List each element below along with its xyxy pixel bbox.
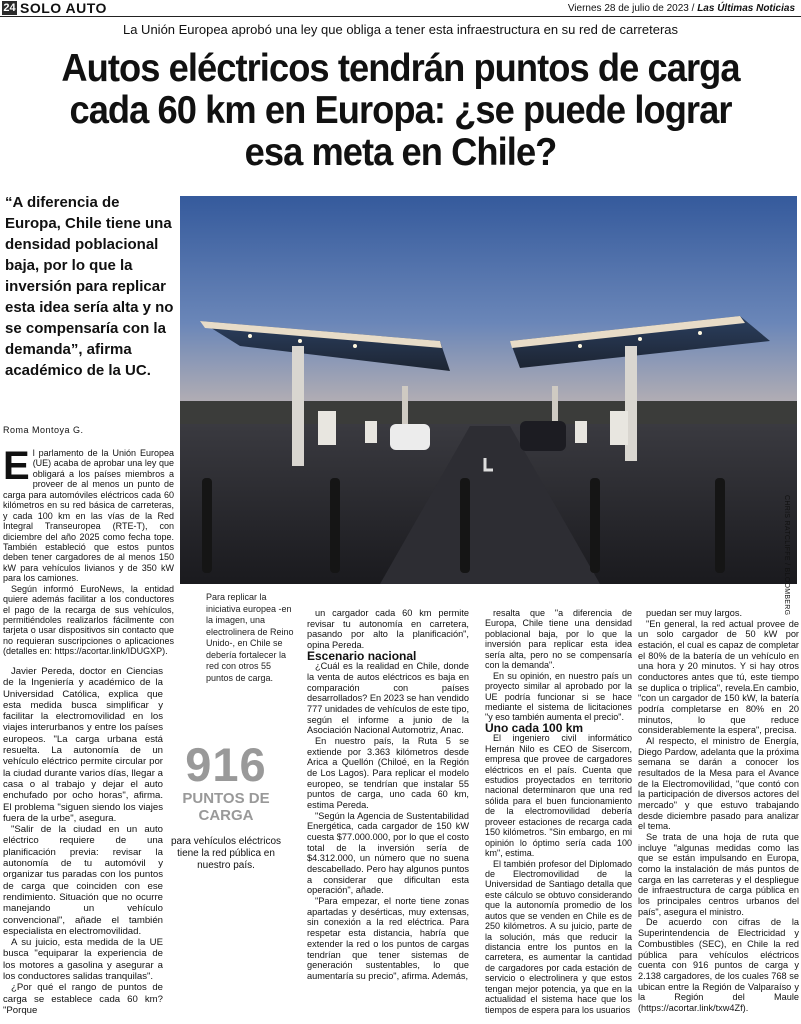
subheading: Escenario nacional — [307, 648, 417, 663]
highlight-box — [161, 740, 291, 890]
paragraph: "Para empezar, el norte tiene zonas apartadas y desérticas, muy extensas, sin conexión a la red eléctrica. Para respetar esta distancia, habría que extender la red o los puntos de cargas tendrían que tener sistemas de generación sustentables, lo que aumentaría su precio", afirma. Además, — [307, 896, 469, 981]
paragraph: l parlamento de la Unión Europea (UE) acaba de aprobar una ley que obligará a los países miembros a proveer de al menos un punto de carga para automóviles eléctricos cada 60 kilómetros en su red básica de carreteras, y cada 100 km en las vías de la Red Integral Transeuropea (RTE-T), con diciembre del año 2025 como fecha tope. También estableció que estos puntos deben tener cargadores de al menos 150 kW para vehículos livianos y de 350 kW para los camiones. — [3, 448, 174, 584]
highlight-label: PUNTOS DE CARGA — [182, 790, 270, 824]
kicker: La Unión Europea aprobó una ley que obliga a tener esta infraestructura en su red de carreteras — [122, 22, 679, 37]
paragraph: A su juicio, esta medida de la UE busca "equiparar la experiencia de los motores a gasolina y asegurar a los conductores salidas tranquilas". — [3, 937, 163, 983]
paragraph: ¿Por qué el rango de puntos de carga se establece cada 60 km? "Porque — [3, 982, 163, 1016]
paragraph: "Salir de la ciudad en un auto eléctrico requiere de una planificación previa: revisar la autonomía de tu automóvil y organizar tus paradas con los puntos de carga que coinciden con ese rendimiento. Situación que no ocurre manejando un vehículo convencional", añade el también especialista en electromovilidad. — [3, 824, 163, 937]
article-column-4 — [638, 608, 799, 1014]
paragraph: El ingeniero civil informático Hernán Nilo es CEO de Sisercom, empresa que provee de cargadores eléctricos en el país. Cuenta que estudios proyectados en territorio nacional determinaron que una red sólida para el buen funcionamiento de la electromovilidad debería proveer estaciones de recarga cada 150 kilómetros. "Sin embargo, en mi opinión lo óptimo sería cada 100 km", estima. — [485, 733, 632, 859]
paragraph: El también profesor del Diplomado de Electromovilidad de la Universidad de Santiago detalla que este cálculo se obtuvo considerando que la autonomía promedio de los autos que se venden en Chile es de 250 kilómetros. A su juicio, parte de la solución, más que reducir la distancia entre los puntos en la carretera, es aumentar la cantidad de cargadores por cada estación de servicio o electrolinera y que estos tengan mejor potencia, ya que en la actualidad el sistema hace que los tiempos de espera para los usuarios — [485, 858, 632, 1015]
subheading: Uno cada 100 km — [485, 720, 584, 735]
date-line: Viernes 28 de julio de 2023 / Las Últimas Noticias — [567, 3, 795, 14]
paragraph: Al respecto, el ministro de Energía, Diego Pardow, adelanta que la próxima semana se darán a conocer los resultados de la Mesa para el Avance de la Electromovilidad, "que contó con la participación de diversos actores del mercado" y que estuvo trabajando desde diciembre pasado para analizar el tema. — [638, 736, 799, 832]
section-title: SOLO AUTO — [20, 0, 107, 16]
paragraph: puedan ser muy largos. — [646, 608, 743, 618]
paragraph: Javier Pereda, doctor en Ciencias de la Ingeniería y académico de la Universidad Católica, explica que esta medida busca simplificar y facilitar la electromovilidad en los viajes interurbanos y entre los países europeos. "La carga urbana está resuelta. La autonomía de un vehículo eléctrico permite circular por la ciudad durante varios días, llegar a casa o al trabajo y dejar el auto enchufado por ocho horas", afirma. El problema "siguen siendo los viajes fuera de la urbe", asegura. — [3, 666, 163, 824]
paragraph: En su opinión, en nuestro país un proyecto similar al aprobado por la UE podría funcionar si se hace mediante el sistema de licitaciones "y eso también aumenta el precio". — [485, 670, 632, 723]
page-header — [0, 0, 801, 17]
paragraph: "Según la Agencia de Sustentabilidad Energética, cada cargador de 150 kW cuesta $77.000.000, por lo que el costo total de la inversión sería de $4.312.000, un número que no suena descabellado. Pero hay algunos puntos a considerar que dificultan esta operación", añade. — [307, 810, 469, 896]
paragraph: Según informó EuroNews, la entidad quiere además facilitar a los conductores el pago de la recarga de sus vehículos, permitiéndoles realizarlos fácilmente con tarjeta o usar dispositivos sin contacto que no requieran suscripciones o aplicaciones (detalles en: https://acortar.link/IDUGXP). — [3, 583, 174, 657]
headline: Autos eléctricos tendrán puntos de carga cada 60 km en Europa: ¿se puede lograr esa meta en Chile? — [61, 47, 740, 174]
byline: Roma Montoya G. — [3, 425, 84, 435]
photo-caption: Para replicar la iniciativa europea -en la imagen, una electrolinera de Reino Unido-, en Chile se debería fortalecer la red con otros 55 puntos de carga. — [206, 592, 294, 683]
paragraph: ¿Cuál es la realidad en Chile, donde la venta de autos eléctricos es baja en comparación con países desarrollados? En 2023 se han vendido 777 unidades de vehículos de este tipo, según el informe a junio de la Asociación Nacional Automotriz, Anac. — [307, 661, 469, 736]
paragraph: "En general, la red actual provee de un solo cargador de 50 kW por estación, el cual es capaz de completar el 80% de la batería de un vehículo en una hora y 20 minutos. Y si hay otros conductores antes que tú, este tiempo se duplica o triplica", revela.En cambio, "con un cargador de 150 kW, la batería podría completarse en 80% en 20 minutos, lo que reduce considerablemente la espera", precisa. — [638, 618, 799, 736]
issue-date: Viernes 28 de julio de 2023 — [567, 3, 689, 14]
highlight-number: 916 — [185, 738, 267, 791]
publication-name: Las Últimas Noticias — [697, 3, 795, 14]
photo-credit: CHRIS RATCLIFFE / BLOOMBERG — [783, 495, 790, 616]
article-column-1-cont — [3, 666, 163, 1016]
article-column-3 — [485, 608, 632, 1015]
page-number: 24 — [3, 2, 16, 14]
drop-cap: E — [3, 444, 30, 488]
paragraph: Se trata de una hoja de ruta que incluye "algunas medidas como las que se están impulsando en Europa, como la instalación de más puntos de carga en las carreteras y el despliegue de infraestructura de carga pública en los principales centros urbanos del país", asegura el ministro. — [638, 832, 799, 917]
paragraph: En nuestro país, la Ruta 5 se extiende por 3.363 kilómetros desde Arica a Quellón (Chiloé, en la Región de Los Lagos). Para replicar el modelo europeo, se tendrían que instalar 55 puntos de carga, uno cada 60 km, estima Pereda. — [307, 736, 469, 811]
article-column-2 — [307, 608, 469, 982]
highlight-text: para vehículos eléctricos tiene la red pública en nuestro país. — [170, 836, 282, 871]
paragraph: un cargador cada 60 km permite revisar tu autonomía en carretera, pasando por alto la planificación", opina Pereda. — [307, 608, 469, 651]
pull-quote: “A diferencia de Europa, Chile tiene una densidad poblacional baja, por lo que la inversión para replicar esta idea sería alta y no se compensaría con la demanda”, afirma académico de la UC. — [5, 194, 174, 379]
paragraph: De acuerdo con cifras de la Superintendencia de Electricidad y Combustibles (SEC), en Chile la red pública para vehículos eléctricos cuenta con 916 puntos de carga y 2.138 cargadores, de los cuales 768 se ubican entre la Región de Valparaíso y la Región del Maule (https://acortar.link/txw4Zf). — [638, 917, 799, 1013]
paragraph: resalta que "a diferencia de Europa, Chile tiene una densidad poblacional baja, por lo que la inversión para replicar esta idea sería alta, pero no se compensaría con la demanda". — [485, 608, 632, 671]
article-column-1 — [3, 444, 174, 657]
